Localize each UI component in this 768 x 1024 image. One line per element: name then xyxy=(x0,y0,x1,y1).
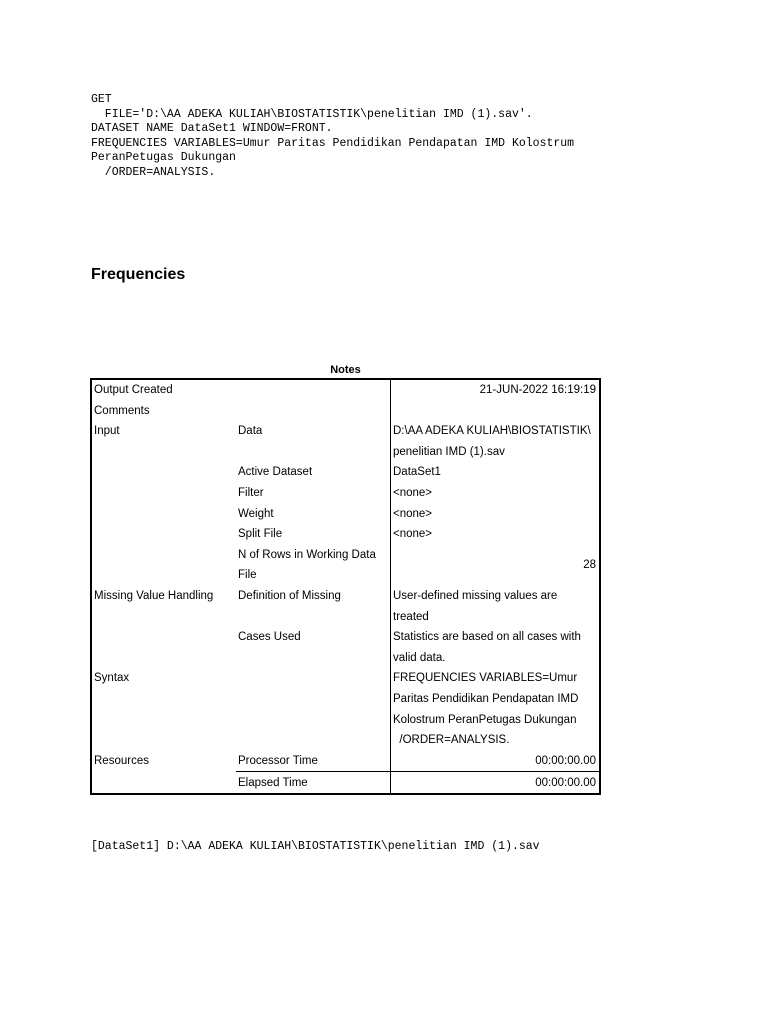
row-sublabel: Cases Used xyxy=(238,631,301,644)
row-value: 21-JUN-2022 16:19:19 xyxy=(390,380,599,401)
table-row xyxy=(92,462,599,483)
row-sublabel: Definition of Missing xyxy=(238,589,341,602)
row-value: <none> xyxy=(390,504,599,525)
row-sublabel: Weight xyxy=(238,507,274,520)
value-line: Statistics are based on all cases with xyxy=(393,631,581,644)
row-value: DataSet1 xyxy=(390,462,599,483)
table-row xyxy=(92,586,599,627)
row-label: Input xyxy=(94,425,120,438)
row-label xyxy=(92,771,236,793)
value-line: penelitian IMD (1).sav xyxy=(393,445,505,458)
notes-table xyxy=(90,378,601,795)
row-value: 00:00:00.00 xyxy=(390,771,599,793)
row-value: 28 xyxy=(390,545,599,586)
table-row xyxy=(92,401,599,422)
table-row xyxy=(92,483,599,504)
value-line: Paritas Pendidikan Pendapatan IMD xyxy=(393,692,579,705)
value-line: FREQUENCIES VARIABLES=Umur xyxy=(393,672,578,685)
table-row xyxy=(92,771,599,793)
row-value xyxy=(390,586,599,627)
row-sublabel: Processor Time xyxy=(238,754,318,767)
row-label: Syntax xyxy=(94,672,130,685)
row-label xyxy=(92,524,236,545)
row-sublabel xyxy=(236,401,390,422)
row-label: Comments xyxy=(94,404,150,417)
table-row xyxy=(92,504,599,525)
table-row xyxy=(92,421,599,462)
row-value: <none> xyxy=(390,483,599,504)
value-line: Kolostrum PeranPetugas Dukungan xyxy=(393,713,577,726)
row-sublabel: Active Dataset xyxy=(238,466,313,479)
value-line: valid data. xyxy=(393,651,446,664)
row-sublabel: Split File xyxy=(238,528,283,541)
row-value xyxy=(390,401,599,422)
row-label: Missing Value Handling xyxy=(94,589,214,602)
row-label xyxy=(92,627,236,668)
table-row xyxy=(92,668,599,750)
value-line: D:\AA ADEKA KULIAH\BIOSTATISTIK\ xyxy=(393,425,591,438)
row-sublabel: Filter xyxy=(238,486,264,499)
row-sublabel: Elapsed Time xyxy=(236,771,390,793)
row-value: <none> xyxy=(390,524,599,545)
syntax-line: FILE='D:\AA ADEKA KULIAH\BIOSTATISTIK\penelitian IMD (1).sav'. xyxy=(91,107,533,121)
row-label: Output Created xyxy=(94,384,173,396)
row-sublabel: Data xyxy=(238,425,263,438)
row-value: 00:00:00.00 xyxy=(390,751,599,772)
row-value xyxy=(390,627,599,668)
syntax-line: PeranPetugas Dukungan xyxy=(91,151,236,165)
row-label xyxy=(92,462,236,483)
value-line: User-defined missing values are treated xyxy=(393,589,558,623)
sublabel-line: N of Rows in Working Data xyxy=(238,548,376,561)
syntax-line: GET xyxy=(91,93,112,106)
row-label xyxy=(92,504,236,525)
sublabel-line: File xyxy=(238,569,257,582)
value-line: /ORDER=ANALYSIS. xyxy=(393,734,510,747)
table-row xyxy=(92,380,599,401)
table-row xyxy=(92,751,599,772)
table-row xyxy=(92,627,599,668)
row-value xyxy=(390,668,599,750)
syntax-line: /ORDER=ANALYSIS. xyxy=(91,165,216,179)
row-label xyxy=(92,545,236,586)
row-sublabel xyxy=(236,545,390,586)
row-sublabel xyxy=(236,380,390,401)
row-label: Resources xyxy=(94,754,149,767)
syntax-line: DATASET NAME DataSet1 WINDOW=FRONT. xyxy=(91,122,333,136)
row-label xyxy=(92,483,236,504)
syntax-line: FREQUENCIES VARIABLES=Umur Paritas Pendidikan Pendapatan IMD Kolostrum xyxy=(91,136,575,150)
table-row xyxy=(92,545,599,586)
row-value xyxy=(390,421,599,462)
notes-caption: Notes xyxy=(330,364,361,376)
row-sublabel xyxy=(236,668,390,750)
table-row xyxy=(92,524,599,545)
syntax-block xyxy=(91,93,574,181)
dataset-line: [DataSet1] D:\AA ADEKA KULIAH\BIOSTATISTIK\penelitian IMD (1).sav xyxy=(91,840,540,853)
section-title: Frequencies xyxy=(91,266,186,283)
